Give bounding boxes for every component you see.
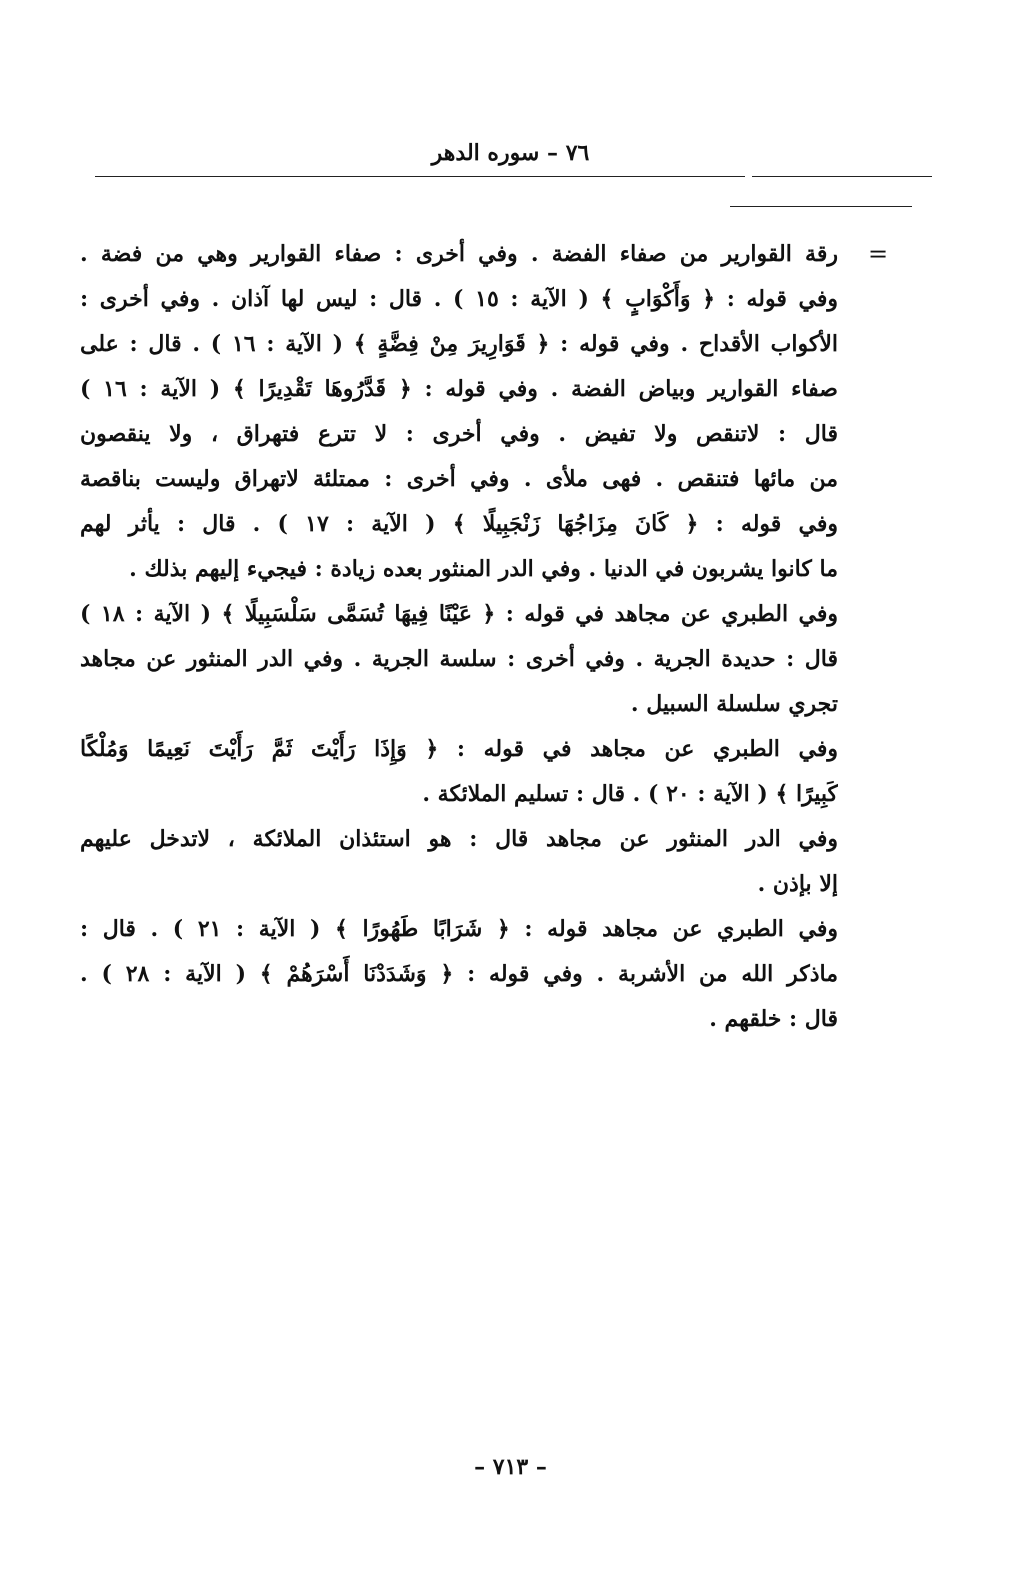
footnote-body bbox=[80, 232, 838, 1042]
continuation-mark: = bbox=[868, 240, 889, 268]
text-line: قال : خلقهم . bbox=[709, 1006, 838, 1032]
paragraph-1 bbox=[80, 232, 838, 592]
text-line: كَبِيرًا ﴾ ( الآية : ٢٠ ) . قال : تسليم الملائكة . bbox=[422, 781, 838, 807]
text-line: إلا بإذن . bbox=[757, 871, 838, 897]
text-line: وفي الدر المنثور عن مجاهد قال : هو استئذان الملائكة ، لاتدخل عليهم bbox=[80, 826, 838, 852]
text-line: ما كانوا يشربون في الدنيا . وفي الدر المنثور بعده زيادة : فيجيء إليهم بذلك . bbox=[129, 556, 838, 582]
text-line: الأكواب الأقداح . وفي قوله : ﴿ قَوَارِيرَ مِنْ فِضَّةٍ ﴾ ( الآية : ١٦ ) . قال : على bbox=[80, 331, 838, 357]
page-number: – ٧١٣ – bbox=[474, 1454, 547, 1480]
text-line: وفي الطبري عن مجاهد في قوله : ﴿ عَيْنًا فِيهَا تُسَمَّى سَلْسَبِيلًا ﴾ ( الآية : ١٨ ) bbox=[80, 601, 838, 627]
text-line: وفي الطبري عن مجاهد قوله : ﴿ شَرَابًا طَهُورًا ﴾ ( الآية : ٢١ ) . قال : bbox=[80, 916, 838, 942]
paragraph-5 bbox=[80, 907, 838, 1042]
paragraph-3 bbox=[80, 727, 838, 817]
header-rule bbox=[95, 176, 745, 177]
text-line: رقة القوارير من صفاء الفضة . وفي أخرى : صفاء القوارير وهي من فضة . bbox=[80, 241, 838, 267]
paragraph-2 bbox=[80, 592, 838, 727]
text-line: وفي الطبري عن مجاهد في قوله : ﴿ وَإِذَا رَأَيْتَ ثَمَّ رَأَيْتَ نَعِيمًا وَمُلْكًا bbox=[80, 736, 838, 762]
text-line: صفاء القوارير وبياض الفضة . وفي قوله : ﴿ قَدَّرُوهَا تَقْدِيرًا ﴾ ( الآية : ١٦ ) bbox=[80, 376, 838, 402]
paragraph-4 bbox=[80, 817, 838, 907]
footnote-separator-rule bbox=[730, 206, 912, 207]
page-header-title: ٧٦ – سوره الدهر bbox=[431, 140, 590, 166]
text-line: قال : لاتنقص ولا تفيض . وفي أخرى : لا تترع فتهراق ، ولا ينقصون bbox=[80, 421, 838, 447]
text-line: تجري سلسلة السبيل . bbox=[630, 691, 838, 717]
text-line: من مائها فتنقص . فهى ملأى . وفي أخرى : ممتلئة لاتهراق وليست بناقصة bbox=[80, 466, 838, 492]
text-line: وفي قوله : ﴿ وَأَكْوَابٍ ﴾ ( الآية : ١٥ ) . قال : ليس لها آذان . وفي أخرى : bbox=[80, 286, 838, 312]
text-line: ماذكر الله من الأشربة . وفي قوله : ﴿ وَشَدَدْنَا أَسْرَهُمْ ﴾ ( الآية : ٢٨ ) . bbox=[80, 961, 838, 987]
header-rule-right bbox=[752, 176, 932, 177]
text-line: وفي قوله : ﴿ كَانَ مِزَاجُهَا زَنْجَبِيلًا ﴾ ( الآية : ١٧ ) . قال : يأثر لهم bbox=[80, 511, 838, 537]
text-line: قال : حديدة الجرية . وفي أخرى : سلسة الجرية . وفي الدر المنثور عن مجاهد bbox=[80, 646, 838, 672]
